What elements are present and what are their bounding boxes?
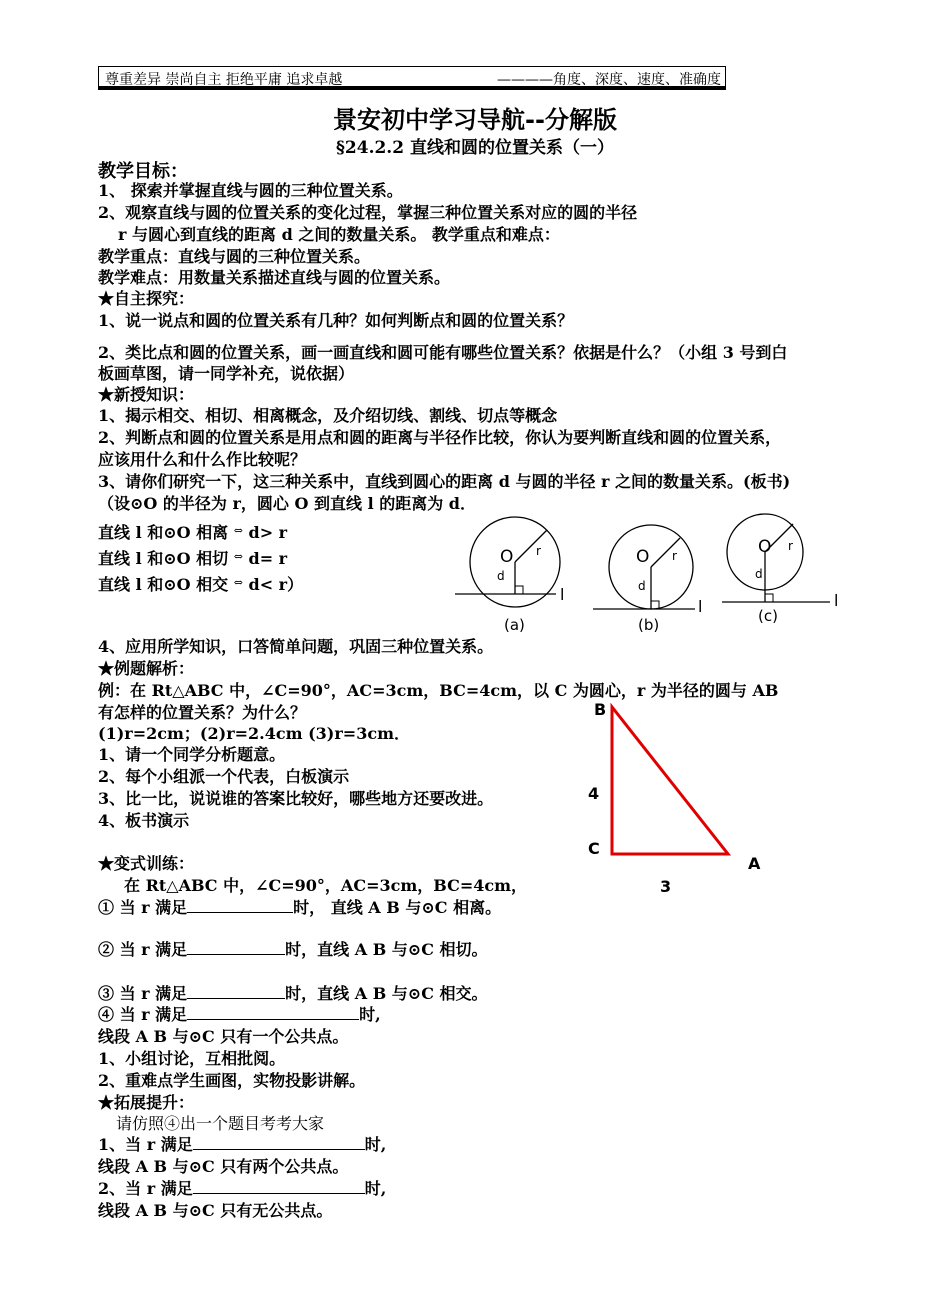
svg-text:O: O bbox=[636, 547, 650, 567]
variant-3: ③ 当 r 满足 时，直线 A B 与⊙C 相交。 bbox=[98, 984, 488, 1003]
difficulty-point: 教学难点：用数量关系描述直线与圆的位置关系。 bbox=[98, 268, 451, 287]
svg-text:l: l bbox=[834, 591, 839, 610]
newknow-heading: ★新授知识： bbox=[98, 385, 195, 404]
answer-blank[interactable] bbox=[187, 898, 293, 913]
newknow-p3: 3、请你们研究一下，这三种关系中，直线到圆心的距离 d 与圆的半径 r 之间的数量关系。(板书) bbox=[98, 472, 791, 491]
svg-text:d: d bbox=[755, 567, 763, 581]
newknow-p2: 2、判断点和圆的位置关系是用点和圆的距离与半径作比较，你认为要判断直线和圆的位置关系， bbox=[98, 428, 782, 447]
svg-text:(a): (a) bbox=[504, 616, 525, 634]
svg-text:d: d bbox=[638, 579, 646, 593]
objective-2: 2、观察直线与圆的位置关系的变化过程，掌握三种位置关系对应的圆的半径 bbox=[98, 203, 638, 222]
explore-q1: 1、说一说点和圆的位置关系有几种？如何判断点和圆的位置关系？ bbox=[98, 311, 574, 330]
iff-icon: ⇔ bbox=[233, 524, 243, 537]
explore-q2: 2、类比点和圆的位置关系，画一画直线和圆可能有哪些位置关系？依据是什么？（小组 3 号到白 bbox=[98, 343, 788, 362]
iff-icon: ⇔ bbox=[233, 576, 243, 589]
vertex-b-label: B bbox=[594, 700, 607, 719]
answer-blank[interactable] bbox=[187, 1005, 359, 1020]
side-ac-label: 3 bbox=[660, 877, 672, 896]
explore-heading: ★自主探究： bbox=[98, 289, 195, 308]
variant-step-2: 2、重难点学生画图，实物投影讲解。 bbox=[98, 1071, 366, 1090]
svg-text:(c): (c) bbox=[758, 607, 778, 625]
extend-2: 2、当 r 满足 时, bbox=[98, 1179, 387, 1198]
example-line-2: 有怎样的位置关系？为什么？ bbox=[98, 703, 307, 722]
vertex-c-label: C bbox=[588, 839, 600, 858]
explore-q2-cont: 板画草图，请一同学补充，说依据） bbox=[98, 364, 355, 383]
objectives-heading: 教学目标： bbox=[98, 161, 188, 182]
svg-text:r: r bbox=[788, 539, 793, 553]
relation-separate: 直线 l 和⊙O 相离 ⇔ d> r bbox=[98, 523, 288, 542]
header-motto: 尊重差异 崇尚自主 拒绝平庸 追求卓越 bbox=[105, 72, 343, 88]
answer-blank[interactable] bbox=[193, 1179, 365, 1194]
variant-step-1: 1、小组讨论，互相批阅。 bbox=[98, 1049, 286, 1068]
example-heading: ★例题解析： bbox=[98, 659, 195, 678]
svg-text:r: r bbox=[672, 549, 677, 563]
newknow-p1: 1、揭示相交、相切、相离概念，及介绍切线、割线、切点等概念 bbox=[98, 406, 558, 425]
objective-2-cont: r 与圆心到直线的距离 d 之间的数量关系。 教学重点和难点： bbox=[118, 225, 560, 244]
svg-text:l: l bbox=[560, 585, 565, 604]
key-point: 教学重点：直线与圆的三种位置关系。 bbox=[98, 247, 371, 266]
iff-icon: ⇔ bbox=[233, 550, 243, 563]
answer-blank[interactable] bbox=[193, 1135, 365, 1150]
objective-1: 1、 探索并掌握直线与圆的三种位置关系。 bbox=[98, 181, 403, 200]
svg-text:l: l bbox=[698, 597, 703, 616]
extend-2-cont: 线段 A B 与⊙C 只有无公共点。 bbox=[98, 1201, 333, 1220]
newknow-p2-cont: 应该用什么和什么作比较呢？ bbox=[98, 450, 307, 469]
answer-blank[interactable] bbox=[187, 940, 285, 955]
extend-1: 1、当 r 满足 时, bbox=[98, 1135, 387, 1154]
example-step-3: 3、比一比，说说谁的答案比较好，哪些地方还要改进。 bbox=[98, 789, 494, 808]
triangle-abc bbox=[612, 707, 728, 854]
relation-intersect: 直线 l 和⊙O 相交 ⇔ d< r） bbox=[98, 575, 304, 594]
variant-4-cont: 线段 A B 与⊙C 只有一个公共点。 bbox=[98, 1027, 349, 1046]
svg-text:r: r bbox=[536, 544, 541, 558]
example-step-1: 1、请一个同学分析题意。 bbox=[98, 745, 286, 764]
header-tagline: ————角度、深度、速度、准确度 bbox=[497, 72, 721, 88]
variant-intro: 在 Rt△ABC 中，∠C=90°，AC=3cm，BC=4cm， bbox=[124, 876, 528, 895]
extend-1-cont: 线段 A B 与⊙C 只有两个公共点。 bbox=[98, 1157, 349, 1176]
variant-1: ① 当 r 满足 时， 直线 A B 与⊙C 相离。 bbox=[98, 898, 502, 917]
svg-text:O: O bbox=[500, 547, 514, 567]
variant-heading: ★变式训练： bbox=[98, 854, 195, 873]
newknow-p4: 4、应用所学知识，口答简单问题，巩固三种位置关系。 bbox=[98, 637, 494, 656]
header-bar bbox=[98, 66, 726, 90]
section-title: §24.2.2 直线和圆的位置关系（一） bbox=[336, 138, 614, 158]
svg-text:O: O bbox=[758, 537, 772, 557]
side-bc-label: 4 bbox=[588, 784, 600, 803]
figure-a bbox=[455, 517, 564, 634]
answer-blank[interactable] bbox=[187, 984, 285, 999]
svg-text:(b): (b) bbox=[638, 616, 660, 634]
extend-heading: ★拓展提升： bbox=[98, 1093, 195, 1112]
triangle-figure bbox=[580, 695, 770, 900]
example-line-1: 例：在 Rt△ABC 中，∠C=90°，AC=3cm，BC=4cm，以 C 为圆心，r 为半径的圆与 AB bbox=[98, 681, 779, 700]
example-step-4: 4、板书演示 bbox=[98, 811, 190, 830]
vertex-a-label: A bbox=[748, 854, 761, 873]
variant-2: ② 当 r 满足 时，直线 A B 与⊙C 相切。 bbox=[98, 940, 488, 959]
example-step-2: 2、每个小组派一个代表，白板演示 bbox=[98, 767, 350, 786]
circle-line-figures bbox=[450, 500, 850, 640]
variant-4: ④ 当 r 满足 时, bbox=[98, 1005, 381, 1024]
page-title: 景安初中学习导航--分解版 bbox=[333, 106, 617, 134]
figure-b bbox=[593, 525, 702, 634]
relation-tangent: 直线 l 和⊙O 相切 ⇔ d= r bbox=[98, 549, 288, 568]
example-line-3: (1)r=2cm；(2)r=2.4cm (3)r=3cm． bbox=[98, 724, 411, 743]
newknow-p3-cont: （设⊙O 的半径为 r，圆心 O 到直线 l 的距离为 d． bbox=[98, 494, 476, 513]
figure-c bbox=[722, 514, 838, 625]
svg-text:d: d bbox=[497, 569, 505, 583]
extend-intro: 请仿照④出一个题目考考大家 bbox=[116, 1114, 325, 1133]
